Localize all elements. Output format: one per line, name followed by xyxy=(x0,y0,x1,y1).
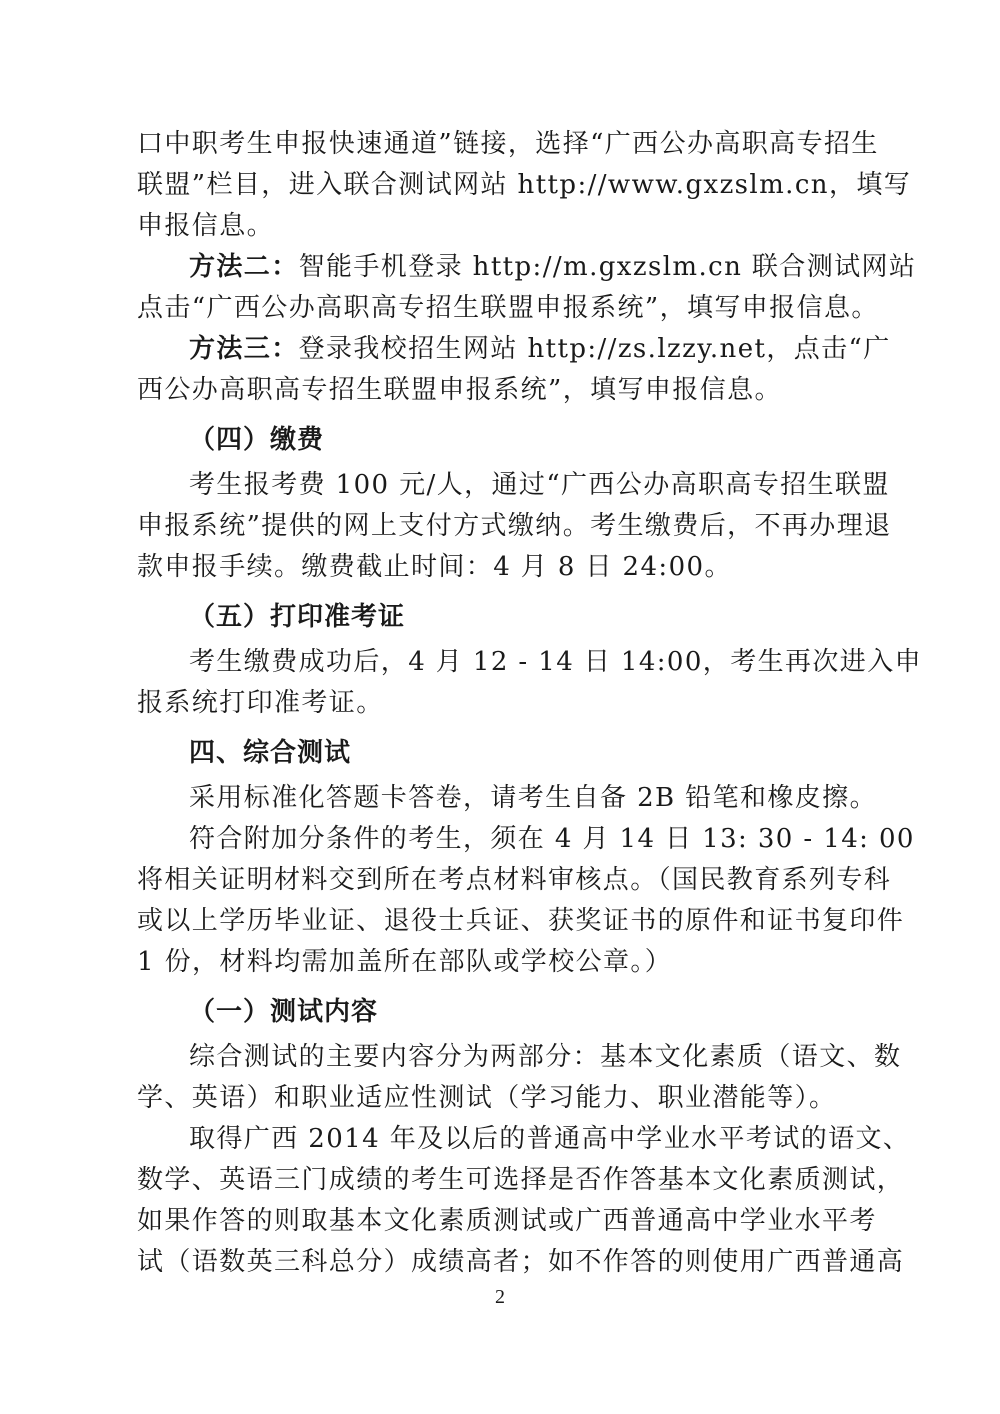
text-line: 采用标准化答题卡答卷，请考生自备 2B 铅笔和橡皮擦。 xyxy=(189,783,877,813)
paragraph-fee xyxy=(137,465,892,588)
heading-fee: （四）缴费 xyxy=(189,425,325,455)
text-line: 报系统打印准考证。 xyxy=(137,688,384,718)
paragraph-test-answer-sheet xyxy=(137,778,877,819)
text-line: 如果作答的则取基本文化素质测试或广西普通高中学业水平考 xyxy=(137,1206,877,1236)
text-line: 口中职考生申报快速通道”链接，选择“广西公办高职高专招生 xyxy=(137,129,879,159)
text-line: 取得广西 2014 年及以后的普通高中学业水平考试的语文、 xyxy=(189,1124,911,1154)
heading-print-admission-ticket: （五）打印准考证 xyxy=(189,602,406,632)
page-number: 2 xyxy=(495,1286,505,1308)
text-line: 学、英语）和职业适应性测试（学习能力、职业潜能等）。 xyxy=(137,1083,837,1113)
text-span: 登录我校招生网站 http://zs.lzzy.net，点击“广 xyxy=(298,334,891,364)
text-line: 点击“广西公办高职高专招生联盟申报系统”，填写申报信息。 xyxy=(137,293,879,323)
text-line: 考生报考费 100 元/人，通过“广西公办高职高专招生联盟 xyxy=(189,470,890,500)
text-line: 考生缴费成功后，4 月 12 - 14 日 14:00，考生再次进入申 xyxy=(189,647,923,677)
text-line: 符合附加分条件的考生，须在 4 月 14 日 13: 30 - 14: 00 xyxy=(189,824,915,854)
heading-comprehensive-test: 四、综合测试 xyxy=(189,738,352,768)
paragraph-test-bonus-points xyxy=(137,819,915,983)
text-line: 综合测试的主要内容分为两部分：基本文化素质（语文、数 xyxy=(189,1042,902,1072)
text-line: 试（语数英三科总分）成绩高者；如不作答的则使用广西普通高 xyxy=(137,1247,905,1277)
paragraph-method1-continuation xyxy=(137,124,912,247)
method2-label: 方法二： xyxy=(189,252,299,282)
method3-label: 方法三： xyxy=(189,334,299,364)
paragraph-method2 xyxy=(137,247,917,329)
paragraph-content-main xyxy=(137,1037,902,1119)
text-line: 西公办高职高专招生联盟申报系统”，填写申报信息。 xyxy=(137,375,782,405)
paragraph-print xyxy=(137,642,923,724)
text-line: 款申报手续。缴费截止时间：4 月 8 日 24:00。 xyxy=(137,552,732,582)
text-line: 申报系统”提供的网上支付方式缴纳。考生缴费后，不再办理退 xyxy=(137,511,892,541)
text-line xyxy=(137,247,917,288)
heading-test-content: （一）测试内容 xyxy=(189,997,379,1027)
text-line: 将相关证明材料交到所在考点材料审核点。（国民教育系列专科 xyxy=(137,865,892,895)
text-line xyxy=(137,329,891,370)
document-body xyxy=(137,124,923,1283)
text-line: 或以上学历毕业证、退役士兵证、获奖证书的原件和证书复印件 xyxy=(137,906,905,936)
text-line: 1 份，材料均需加盖所在部队或学校公章。） xyxy=(137,947,673,977)
paragraph-content-scores xyxy=(137,1119,911,1283)
text-line: 申报信息。 xyxy=(137,211,275,241)
text-line: 联盟”栏目，进入联合测试网站 http://www.gxzslm.cn，填写 xyxy=(137,170,912,200)
paragraph-method3 xyxy=(137,329,891,411)
text-span: 智能手机登录 http://m.gxzslm.cn 联合测试网站 xyxy=(298,252,917,282)
text-line: 数学、英语三门成绩的考生可选择是否作答基本文化素质测试， xyxy=(137,1165,905,1195)
